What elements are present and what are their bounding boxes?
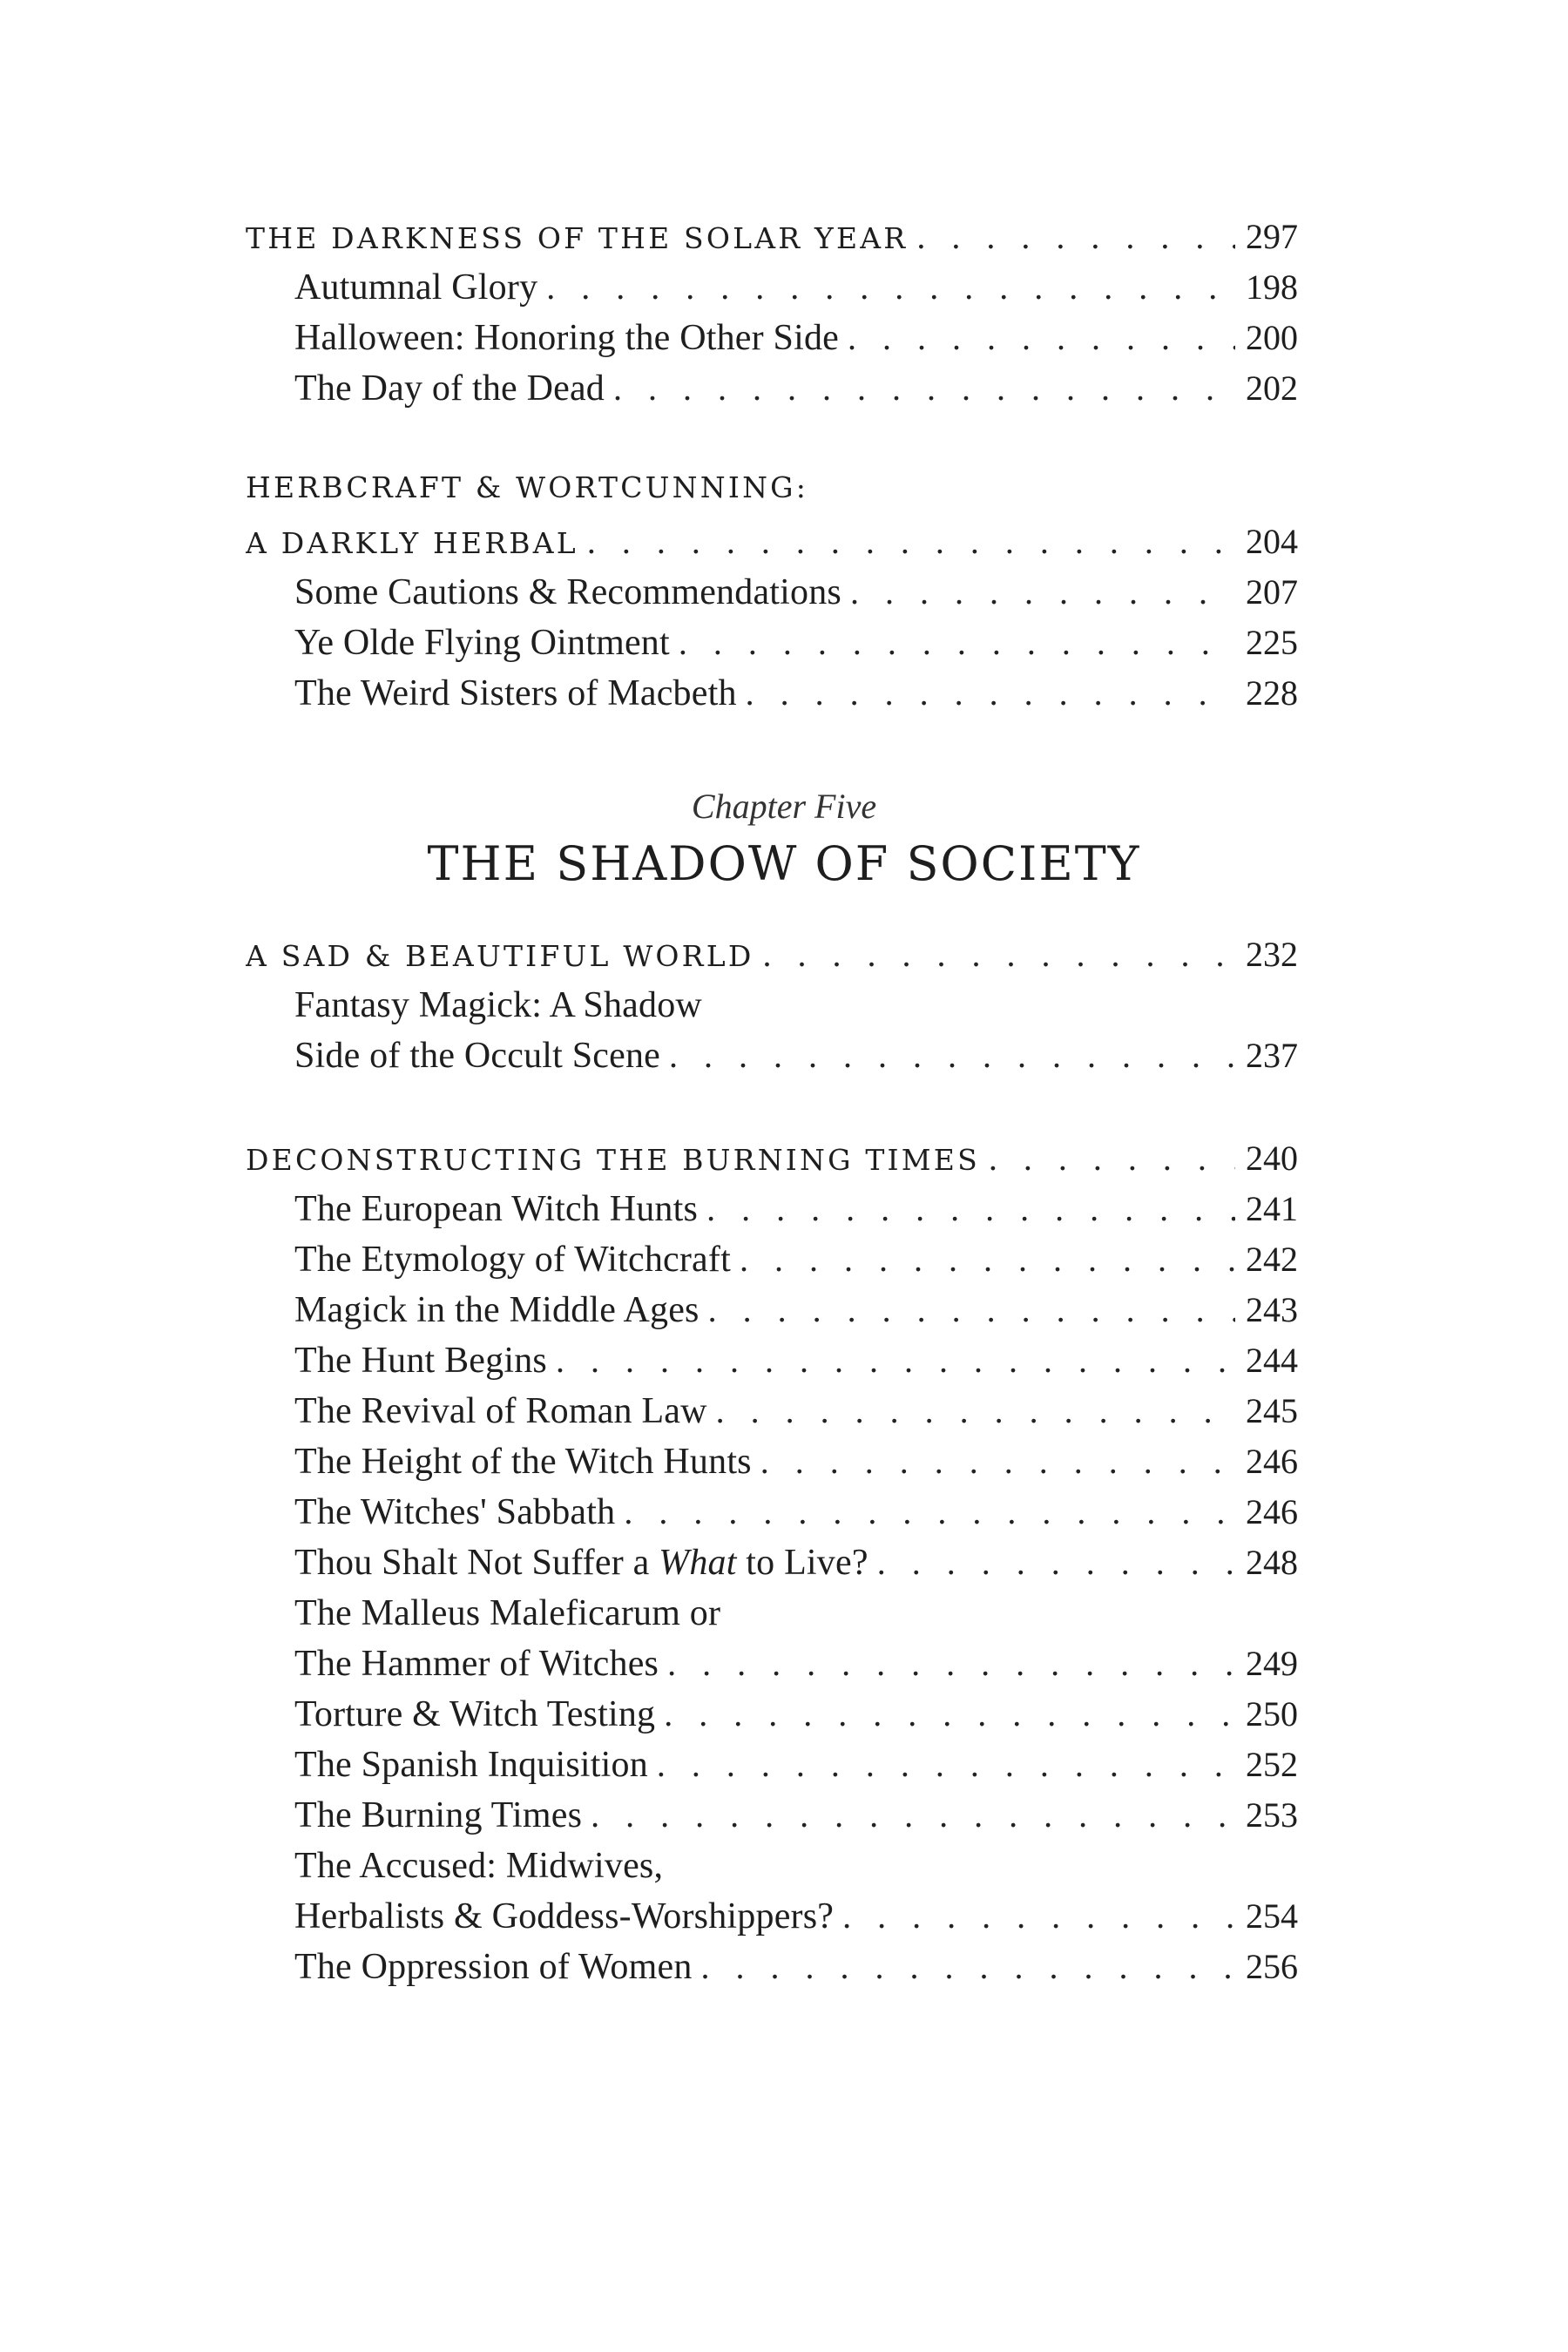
page-number: 249: [1246, 1644, 1298, 1683]
toc-entry-title: The Etymology of Witchcraft: [294, 1240, 731, 1280]
chapter-label: Chapter Five: [691, 787, 877, 826]
toc-entry-title: Magick in the Middle Ages: [294, 1290, 700, 1330]
page-number: 225: [1246, 623, 1298, 662]
toc-entry-title-before: Thou Shalt Not Suffer a: [294, 1543, 659, 1583]
toc-entry[interactable]: [294, 1693, 1298, 1744]
page-number: 202: [1246, 368, 1298, 408]
toc-heading-herbcraft-line1[interactable]: [246, 470, 1298, 521]
toc-entry-title: Halloween: Honoring the Other Side: [294, 318, 839, 358]
toc-entry[interactable]: [294, 1239, 1298, 1289]
toc-heading-title: A SAD & BEAUTIFUL WORLD: [246, 939, 754, 973]
dot-leader: [537, 267, 1235, 308]
toc-entry-title-italic: What: [659, 1543, 737, 1583]
toc-entry-line1[interactable]: [294, 1845, 1298, 1896]
dot-leader: [839, 317, 1235, 358]
page-number: 243: [1246, 1290, 1298, 1329]
dot-leader: [578, 521, 1235, 562]
page-number: 240: [1246, 1139, 1298, 1178]
toc-entry-title: Side of the Occult Scene: [294, 1036, 661, 1076]
page-number: 248: [1246, 1543, 1298, 1582]
page-number: 246: [1246, 1442, 1298, 1481]
toc-entry-title: Fantasy Magick: A Shadow: [294, 985, 702, 1025]
toc-entry-title: Ye Olde Flying Ointment: [294, 623, 670, 663]
toc-entry-title: The Spanish Inquisition: [294, 1745, 648, 1785]
toc-entry[interactable]: [294, 1643, 1298, 1693]
dot-leader: [737, 672, 1235, 713]
toc-entry-title: The Weird Sisters of Macbeth: [294, 673, 737, 713]
page-number: 256: [1246, 1947, 1298, 1986]
toc-entry-title-after: to Live?: [736, 1543, 868, 1583]
toc-entry-title: The Hunt Begins: [294, 1341, 547, 1381]
page-number: 228: [1246, 673, 1298, 713]
dot-leader: [659, 1643, 1235, 1684]
chapter-title: THE SHADOW OF SOCIETY: [427, 836, 1141, 891]
page-number: 246: [1246, 1492, 1298, 1531]
toc-entry[interactable]: [294, 1340, 1298, 1390]
dot-leader: [648, 1744, 1235, 1785]
dot-leader: [707, 1390, 1235, 1431]
toc-heading-herbcraft[interactable]: [246, 521, 1298, 571]
toc-entry-title: The Malleus Maleficarum or: [294, 1593, 721, 1633]
toc-entry[interactable]: [294, 1946, 1298, 1997]
toc-entry[interactable]: [294, 267, 1298, 317]
dot-leader: [841, 571, 1235, 612]
toc-entry[interactable]: [294, 1744, 1298, 1794]
toc-entry[interactable]: [294, 317, 1298, 368]
dot-leader: [731, 1239, 1235, 1280]
dot-leader: [615, 1491, 1235, 1532]
toc-entry[interactable]: [294, 368, 1298, 418]
toc-entry[interactable]: [294, 1390, 1298, 1441]
page-number: 245: [1246, 1391, 1298, 1430]
dot-leader: [547, 1340, 1235, 1381]
toc-entry[interactable]: [294, 672, 1298, 723]
dot-leader: [605, 368, 1235, 409]
dot-leader: [752, 1441, 1235, 1482]
toc-entry-title: Some Cautions & Recommendations: [294, 572, 841, 612]
dot-leader: [754, 934, 1235, 975]
toc-heading-burning-times[interactable]: [246, 1138, 1298, 1188]
toc-entry-title: The Accused: Midwives,: [294, 1846, 664, 1886]
dot-leader: [834, 1896, 1235, 1936]
toc-entry-title: Autumnal Glory: [294, 267, 538, 308]
toc-entry[interactable]: [294, 1491, 1298, 1542]
dot-leader: [980, 1138, 1235, 1179]
dot-leader: [700, 1289, 1235, 1330]
toc-entry[interactable]: [294, 1542, 1298, 1592]
toc-entry-title: The Height of the Witch Hunts: [294, 1442, 752, 1482]
page-number: 207: [1246, 572, 1298, 612]
dot-leader: [908, 216, 1235, 257]
toc-heading-title: HERBCRAFT & WORTCUNNING:: [246, 470, 809, 504]
page-number: 198: [1246, 267, 1298, 307]
toc-entry-line1[interactable]: [294, 1592, 1298, 1643]
toc-heading-title: THE DARKNESS OF THE SOLAR YEAR: [246, 221, 909, 255]
page-number: 253: [1246, 1795, 1298, 1835]
page-number: 242: [1246, 1240, 1298, 1279]
dot-leader: [655, 1693, 1235, 1734]
toc-entry-title: The Day of the Dead: [294, 368, 605, 409]
toc-entry[interactable]: [294, 1188, 1298, 1239]
toc-entry[interactable]: [294, 571, 1298, 622]
page-number: 200: [1246, 318, 1298, 357]
dot-leader: [868, 1542, 1235, 1583]
toc-entry-title: The Burning Times: [294, 1795, 583, 1835]
dot-leader: [670, 622, 1235, 663]
toc-heading-sad-world[interactable]: [246, 934, 1298, 984]
toc-heading-darkness[interactable]: [246, 216, 1298, 267]
toc-entry-title: The Revival of Roman Law: [294, 1391, 707, 1431]
toc-entry[interactable]: [294, 1035, 1298, 1085]
page-number: 297: [1246, 217, 1298, 256]
dot-leader: [660, 1035, 1235, 1076]
toc-heading-title: A DARKLY HERBAL: [246, 526, 578, 560]
toc-entry-title: Herbalists & Goddess-Worshippers?: [294, 1896, 835, 1936]
toc-entry[interactable]: [294, 1441, 1298, 1491]
dot-leader: [582, 1794, 1235, 1835]
toc-entry[interactable]: [294, 1289, 1298, 1340]
toc-entry-title: Torture & Witch Testing: [294, 1694, 656, 1734]
page-number: 250: [1246, 1694, 1298, 1734]
dot-leader: [698, 1188, 1235, 1229]
page-number: 241: [1246, 1189, 1298, 1228]
toc-heading-title: DECONSTRUCTING THE BURNING TIMES: [246, 1143, 980, 1177]
page-number: 244: [1246, 1341, 1298, 1380]
toc-entry[interactable]: [294, 1896, 1298, 1946]
toc-entry-line1[interactable]: [294, 984, 1298, 1035]
toc-entry-title: The Oppression of Women: [294, 1947, 693, 1987]
toc-entry-title: The Hammer of Witches: [294, 1644, 659, 1684]
dot-leader: [693, 1946, 1235, 1987]
page-number: 252: [1246, 1745, 1298, 1784]
page-number: 204: [1246, 522, 1298, 561]
toc-entry-title: [294, 1542, 868, 1584]
page-number: 237: [1246, 1036, 1298, 1075]
toc-entry-title: The European Witch Hunts: [294, 1189, 699, 1229]
toc-entry-title: The Witches' Sabbath: [294, 1492, 616, 1532]
page-number: 254: [1246, 1896, 1298, 1936]
toc-entry[interactable]: [294, 622, 1298, 672]
page-number: 232: [1246, 935, 1298, 974]
toc-entry[interactable]: [294, 1794, 1298, 1845]
